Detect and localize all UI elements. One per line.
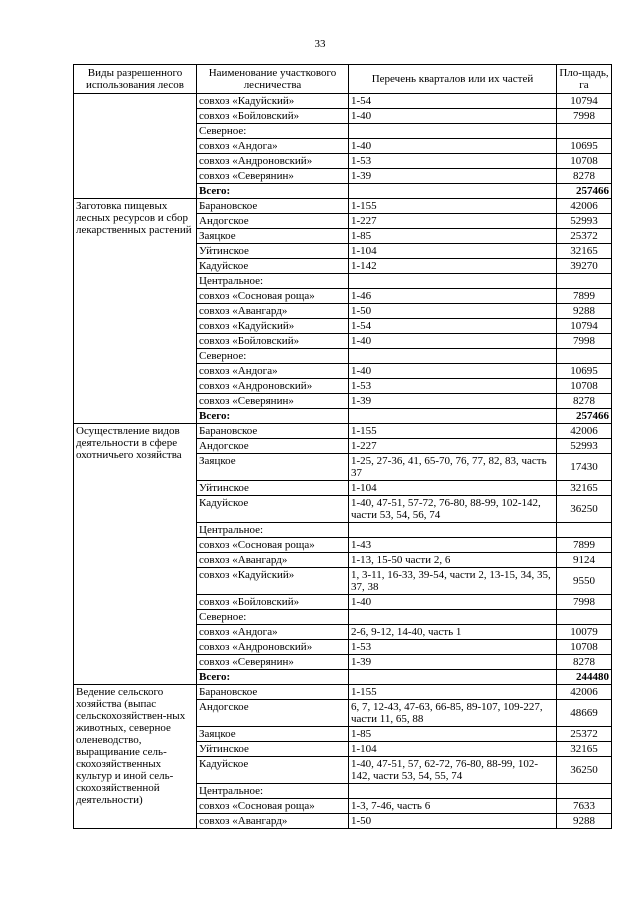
total-label: Всего: (197, 670, 349, 685)
area-cell: 7899 (557, 538, 612, 553)
quarters-cell: 1-25, 27-36, 41, 65-70, 76, 77, 82, 83, часть 37 (349, 454, 557, 481)
forestry-name-cell: Центральное: (197, 274, 349, 289)
total-area-value: 257466 (557, 409, 612, 424)
quarters-cell (349, 349, 557, 364)
area-cell (557, 784, 612, 799)
forestry-name-cell: Андогское (197, 214, 349, 229)
area-cell: 8278 (557, 655, 612, 670)
quarters-cell: 1-39 (349, 394, 557, 409)
area-cell: 7998 (557, 595, 612, 610)
quarters-cell: 1-53 (349, 640, 557, 655)
total-empty-cell (349, 409, 557, 424)
area-cell: 9550 (557, 568, 612, 595)
quarters-cell (349, 784, 557, 799)
area-cell: 42006 (557, 199, 612, 214)
use-type-cell (74, 94, 197, 199)
quarters-cell: 2-6, 9-12, 14-40, часть 1 (349, 625, 557, 640)
area-cell: 32165 (557, 244, 612, 259)
area-cell: 42006 (557, 424, 612, 439)
area-cell: 36250 (557, 757, 612, 784)
quarters-cell: 1-54 (349, 94, 557, 109)
forestry-name-cell: совхоз «Андроновский» (197, 154, 349, 169)
header-area: Пло-щадь, га (557, 65, 612, 94)
quarters-cell: 1-227 (349, 214, 557, 229)
use-type-cell: Заготовка пищевых лесных ресурсов и сбор лекарственных растений (74, 199, 197, 424)
area-cell: 25372 (557, 727, 612, 742)
forestry-name-cell: совхоз «Северянин» (197, 655, 349, 670)
quarters-cell: 1-155 (349, 199, 557, 214)
forestry-name-cell: Заяцкое (197, 229, 349, 244)
forestry-name-cell: совхоз «Андроновский» (197, 640, 349, 655)
area-cell: 36250 (557, 496, 612, 523)
quarters-cell: 1-13, 15-50 части 2, 6 (349, 553, 557, 568)
area-cell: 17430 (557, 454, 612, 481)
forestry-name-cell: совхоз «Северянин» (197, 169, 349, 184)
forestry-name-cell: совхоз «Авангард» (197, 304, 349, 319)
area-cell: 10695 (557, 139, 612, 154)
forestry-name-cell: Северное: (197, 349, 349, 364)
forestry-name-cell: совхоз «Андроновский» (197, 379, 349, 394)
quarters-cell: 1-227 (349, 439, 557, 454)
forestry-name-cell: совхоз «Андога» (197, 364, 349, 379)
header-quarters: Перечень кварталов или их частей (349, 65, 557, 94)
quarters-cell: 1-104 (349, 244, 557, 259)
quarters-cell: 1-85 (349, 727, 557, 742)
forestry-name-cell: Уйтинское (197, 244, 349, 259)
quarters-cell: 1-155 (349, 685, 557, 700)
quarters-cell: 1-104 (349, 481, 557, 496)
forestry-name-cell: Заяцкое (197, 727, 349, 742)
area-cell (557, 610, 612, 625)
area-cell: 32165 (557, 481, 612, 496)
area-cell: 9288 (557, 814, 612, 829)
quarters-cell: 1-3, 7-46, часть 6 (349, 799, 557, 814)
quarters-cell: 1-40, 47-51, 57-72, 76-80, 88-99, 102-142, части 53, 54, 56, 74 (349, 496, 557, 523)
page-number: 33 (314, 38, 326, 50)
forestry-name-cell: Андогское (197, 439, 349, 454)
quarters-cell (349, 523, 557, 538)
forestry-name-cell: Кадуйское (197, 496, 349, 523)
quarters-cell: 1-40 (349, 139, 557, 154)
area-cell (557, 523, 612, 538)
total-area-value: 257466 (557, 184, 612, 199)
quarters-cell: 1-142 (349, 259, 557, 274)
forestry-name-cell: Барановское (197, 685, 349, 700)
table-row (74, 199, 612, 214)
quarters-cell: 1-40 (349, 334, 557, 349)
forestry-name-cell: Уйтинское (197, 481, 349, 496)
forestry-name-cell: совхоз «Кадуйский» (197, 94, 349, 109)
forestry-name-cell: Андогское (197, 700, 349, 727)
quarters-cell: 1-39 (349, 169, 557, 184)
area-cell: 9288 (557, 304, 612, 319)
forestry-name-cell: совхоз «Сосновая роща» (197, 289, 349, 304)
area-cell: 8278 (557, 394, 612, 409)
header-forestry-name: Наименование участкового лесничества (197, 65, 349, 94)
quarters-cell: 1-155 (349, 424, 557, 439)
forestry-name-cell: совхоз «Андога» (197, 625, 349, 640)
table-body (74, 94, 612, 829)
area-cell: 25372 (557, 229, 612, 244)
forestry-name-cell: совхоз «Бойловский» (197, 334, 349, 349)
forestry-name-cell: Барановское (197, 424, 349, 439)
area-cell: 39270 (557, 259, 612, 274)
use-type-cell: Осуществление видов деятельности в сфере охотничьего хозяйства (74, 424, 197, 685)
quarters-cell: 1-53 (349, 154, 557, 169)
table-header-row (74, 65, 612, 94)
area-cell: 42006 (557, 685, 612, 700)
area-cell: 7899 (557, 289, 612, 304)
area-cell: 10708 (557, 379, 612, 394)
forestry-name-cell: Центральное: (197, 784, 349, 799)
area-cell: 10079 (557, 625, 612, 640)
forestry-name-cell: Кадуйское (197, 757, 349, 784)
area-cell: 10695 (557, 364, 612, 379)
forestry-name-cell: совхоз «Андога» (197, 139, 349, 154)
area-cell (557, 124, 612, 139)
total-area-value: 244480 (557, 670, 612, 685)
area-cell: 7998 (557, 109, 612, 124)
quarters-cell: 1-40 (349, 109, 557, 124)
quarters-cell: 1-40, 47-51, 57, 62-72, 76-80, 88-99, 102-142, части 53, 54, 55, 74 (349, 757, 557, 784)
total-label: Всего: (197, 409, 349, 424)
quarters-cell: 1-104 (349, 742, 557, 757)
area-cell: 52993 (557, 214, 612, 229)
forestry-name-cell: совхоз «Сосновая роща» (197, 799, 349, 814)
forestry-name-cell: Центральное: (197, 523, 349, 538)
area-cell (557, 274, 612, 289)
forestry-name-cell: совхоз «Кадуйский» (197, 568, 349, 595)
use-type-cell: Ведение сельского хозяйства (выпас сельскохозяйствен-ных животных, северное оленеводство, выращивание сель-скохозяйственных культур и иной сель-скохозяйственной деятельности) (74, 685, 197, 829)
quarters-cell: 1-39 (349, 655, 557, 670)
forestry-name-cell: Барановское (197, 199, 349, 214)
forestry-name-cell: совхоз «Северянин» (197, 394, 349, 409)
forestry-name-cell: Северное: (197, 610, 349, 625)
area-cell: 48669 (557, 700, 612, 727)
header-use-type: Виды разрешенного использования лесов (74, 65, 197, 94)
total-label: Всего: (197, 184, 349, 199)
quarters-cell: 1-85 (349, 229, 557, 244)
area-cell: 52993 (557, 439, 612, 454)
forest-use-table (73, 64, 612, 829)
quarters-cell (349, 610, 557, 625)
area-cell: 7633 (557, 799, 612, 814)
forestry-name-cell: совхоз «Бойловский» (197, 595, 349, 610)
quarters-cell (349, 124, 557, 139)
forestry-name-cell: Уйтинское (197, 742, 349, 757)
forestry-name-cell: Кадуйское (197, 259, 349, 274)
total-empty-cell (349, 670, 557, 685)
area-cell: 10708 (557, 154, 612, 169)
quarters-cell: 1-50 (349, 304, 557, 319)
quarters-cell: 1-40 (349, 364, 557, 379)
forestry-name-cell: Заяцкое (197, 454, 349, 481)
quarters-cell: 1-46 (349, 289, 557, 304)
table-row (74, 424, 612, 439)
quarters-cell: 6, 7, 12-43, 47-63, 66-85, 89-107, 109-227, части 11, 65, 88 (349, 700, 557, 727)
area-cell: 8278 (557, 169, 612, 184)
quarters-cell: 1, 3-11, 16-33, 39-54, части 2, 13-15, 34, 35, 37, 38 (349, 568, 557, 595)
table-row (74, 685, 612, 700)
quarters-cell: 1-40 (349, 595, 557, 610)
area-cell: 9124 (557, 553, 612, 568)
quarters-cell (349, 274, 557, 289)
forestry-name-cell: Северное: (197, 124, 349, 139)
quarters-cell: 1-43 (349, 538, 557, 553)
area-cell: 10794 (557, 94, 612, 109)
area-cell: 10708 (557, 640, 612, 655)
forestry-name-cell: совхоз «Сосновая роща» (197, 538, 349, 553)
area-cell: 10794 (557, 319, 612, 334)
area-cell (557, 349, 612, 364)
quarters-cell: 1-50 (349, 814, 557, 829)
quarters-cell: 1-54 (349, 319, 557, 334)
area-cell: 32165 (557, 742, 612, 757)
total-empty-cell (349, 184, 557, 199)
forestry-name-cell: совхоз «Авангард» (197, 814, 349, 829)
area-cell: 7998 (557, 334, 612, 349)
forestry-name-cell: совхоз «Кадуйский» (197, 319, 349, 334)
quarters-cell: 1-53 (349, 379, 557, 394)
table-row (74, 94, 612, 109)
forestry-name-cell: совхоз «Бойловский» (197, 109, 349, 124)
forestry-name-cell: совхоз «Авангард» (197, 553, 349, 568)
